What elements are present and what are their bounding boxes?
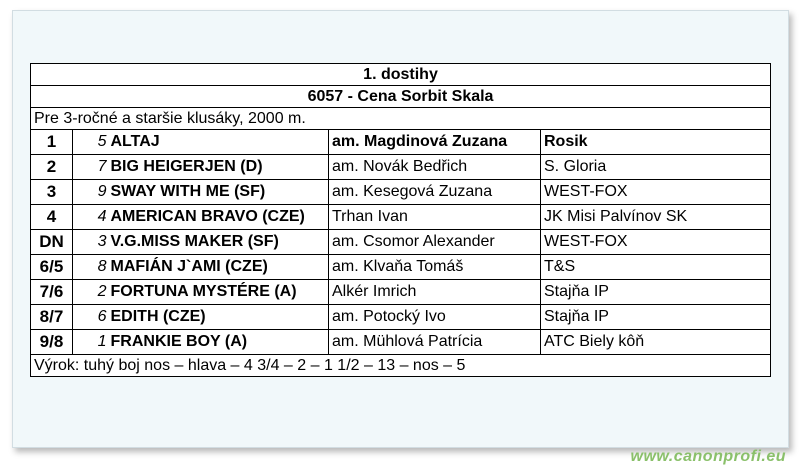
result-number: 9 bbox=[73, 180, 109, 205]
result-place: DN bbox=[31, 230, 73, 255]
result-driver: am. Novák Bedřich bbox=[329, 155, 541, 180]
result-horse: ALTAJ bbox=[109, 130, 329, 155]
result-row bbox=[31, 130, 771, 155]
result-number: 5 bbox=[73, 130, 109, 155]
result-row bbox=[31, 305, 771, 330]
result-number: 3 bbox=[73, 230, 109, 255]
result-horse: SWAY WITH ME (SF) bbox=[109, 180, 329, 205]
result-driver: Trhan Ivan bbox=[329, 205, 541, 230]
result-horse: EDITH (CZE) bbox=[109, 305, 329, 330]
result-horse: FORTUNA MYSTÉRE (A) bbox=[109, 280, 329, 305]
result-place: 8/7 bbox=[31, 305, 73, 330]
result-number: 2 bbox=[73, 280, 109, 305]
result-row bbox=[31, 280, 771, 305]
result-row bbox=[31, 230, 771, 255]
result-driver: am. Csomor Alexander bbox=[329, 230, 541, 255]
result-horse: MAFIÁN J`AMI (CZE) bbox=[109, 255, 329, 280]
result-horse: V.G.MISS MAKER (SF) bbox=[109, 230, 329, 255]
result-number: 4 bbox=[73, 205, 109, 230]
result-row bbox=[31, 255, 771, 280]
result-row bbox=[31, 155, 771, 180]
race-verdict: Výrok: tuhý boj nos – hlava – 4 3/4 – 2 – 1 1/2 – 13 – nos – 5 bbox=[31, 355, 771, 377]
result-driver: am. Kesegová Zuzana bbox=[329, 180, 541, 205]
result-number: 7 bbox=[73, 155, 109, 180]
result-owner: JK Misi Palvínov SK bbox=[541, 205, 771, 230]
result-owner: Stajňa IP bbox=[541, 305, 771, 330]
result-horse: FRANKIE BOY (A) bbox=[109, 330, 329, 355]
result-place: 1 bbox=[31, 130, 73, 155]
result-number: 1 bbox=[73, 330, 109, 355]
race-name: 6057 - Cena Sorbit Skala bbox=[31, 86, 771, 108]
result-horse: BIG HEIGERJEN (D) bbox=[109, 155, 329, 180]
result-place: 4 bbox=[31, 205, 73, 230]
result-place: 2 bbox=[31, 155, 73, 180]
result-owner: WEST-FOX bbox=[541, 180, 771, 205]
race-description: Pre 3-ročné a staršie klusáky, 2000 m. bbox=[31, 108, 771, 130]
result-owner: S. Gloria bbox=[541, 155, 771, 180]
result-driver: am. Klvaňa Tomáš bbox=[329, 255, 541, 280]
result-place: 7/6 bbox=[31, 280, 73, 305]
result-owner: Stajňa IP bbox=[541, 280, 771, 305]
result-owner: Rosik bbox=[541, 130, 771, 155]
race-name-row bbox=[31, 86, 771, 108]
result-number: 8 bbox=[73, 255, 109, 280]
race-description-row bbox=[31, 108, 771, 130]
result-number: 6 bbox=[73, 305, 109, 330]
result-owner: T&S bbox=[541, 255, 771, 280]
result-driver: am. Potocký Ivo bbox=[329, 305, 541, 330]
result-driver: Alkér Imrich bbox=[329, 280, 541, 305]
site-watermark: www.canonprofi.eu bbox=[630, 448, 786, 465]
result-driver: am. Magdinová Zuzana bbox=[329, 130, 541, 155]
result-horse: AMERICAN BRAVO (CZE) bbox=[109, 205, 329, 230]
race-title: 1. dostihy bbox=[31, 64, 771, 86]
result-owner: WEST-FOX bbox=[541, 230, 771, 255]
race-title-row bbox=[31, 64, 771, 86]
result-owner: ATC Biely kôň bbox=[541, 330, 771, 355]
result-place: 9/8 bbox=[31, 330, 73, 355]
verdict-row bbox=[31, 355, 771, 377]
result-place: 6/5 bbox=[31, 255, 73, 280]
result-row bbox=[31, 180, 771, 205]
result-driver: am. Mühlová Patrícia bbox=[329, 330, 541, 355]
result-row bbox=[31, 330, 771, 355]
race-results-table bbox=[30, 63, 771, 377]
result-place: 3 bbox=[31, 180, 73, 205]
result-row bbox=[31, 205, 771, 230]
